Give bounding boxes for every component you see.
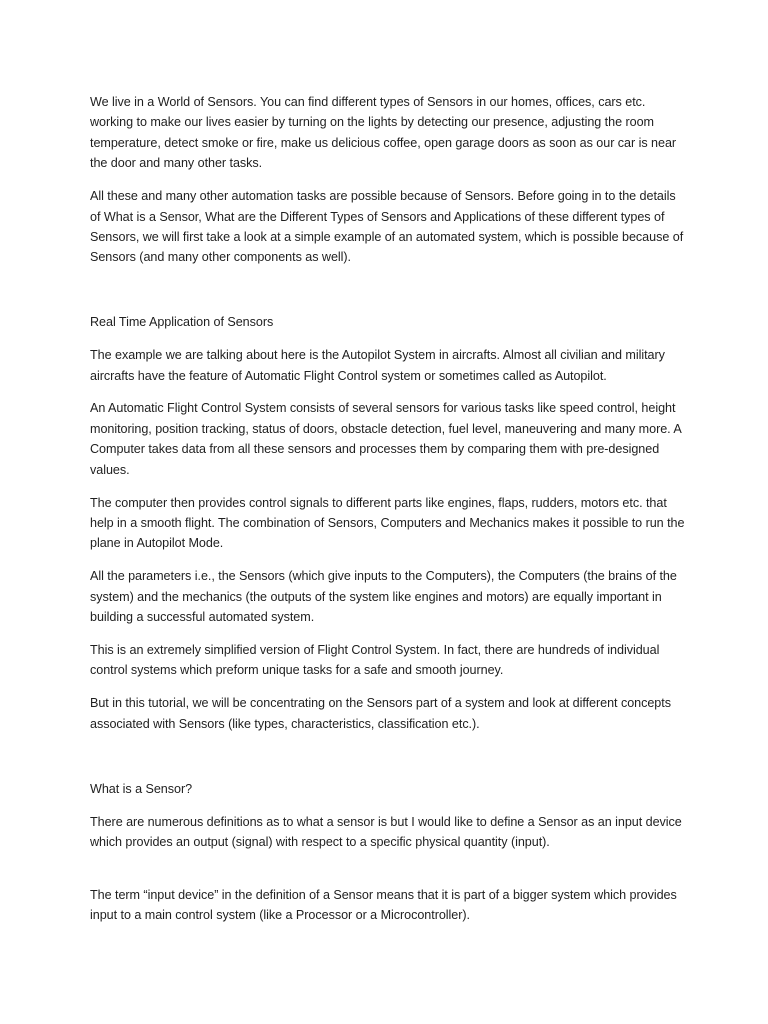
section1-paragraph-2: An Automatic Flight Control System consists of several sensors for various tasks like speed control, height monitoring, position tracking, status of doors, obstacle detection, fuel level, maneuvering and many more. A Computer takes data from all these sensors and processes them by comparing them with pre-designed values. [90,401,682,477]
section1-paragraph-6: But in this tutorial, we will be concentrating on the Sensors part of a system and look at different concepts associated with Sensors (like types, characteristics, classification etc.). [90,696,671,731]
paragraph-gap [90,865,686,885]
section-heading-real-time-application: Real Time Application of Sensors [90,315,274,330]
section2-paragraph-2: The term “input device” in the definition of a Sensor means that it is part of a bigger system which provides input to a main control system (like a Processor or a Microcontroller). [90,887,677,923]
section1-paragraph-3: The computer then provides control signals to different parts like engines, flaps, rudders, motors etc. that help in a smooth flight. The combination of Sensors, Computers and Mechanics makes it possible to run the plane in Autopilot Mode. [90,495,685,551]
section1-paragraph-5: This is an extremely simplified version of Flight Control System. In fact, there are hundreds of individual control systems which preform unique tasks for a safe and smooth journey. [90,643,660,678]
section1-paragraph-4: All the parameters i.e., the Sensors (which give inputs to the Computers), the Computers (the brains of the system) and the mechanics (the outputs of the system like engines and motors) are equally important in building a successful automated system. [90,569,677,625]
section2-paragraph-1: There are numerous definitions as to what a sensor is but I would like to define a Sensor as an input device which provides an output (signal) with respect to a specific physical quantity (input). [90,814,682,849]
document-body [90,92,686,938]
section-gap [90,747,686,779]
section-heading-what-is-a-sensor: What is a Sensor? [90,781,193,796]
section1-paragraph-1: The example we are talking about here is the Autopilot System in aircrafts. Almost all civilian and military aircrafts have the feature of Automatic Flight Control system or sometimes called as Autopilot. [90,348,665,383]
section-gap [90,280,686,312]
intro-paragraph-2: All these and many other automation tasks are possible because of Sensors. Before going in to the details of What is a Sensor, What are the Different Types of Sensors and Applications of these different types of Sensors, we will first take a look at a simple example of an automated system, which is possible because of Sensors (and many other components as well). [90,189,684,265]
intro-paragraph-1: We live in a World of Sensors. You can find different types of Sensors in our homes, offices, cars etc. working to make our lives easier by turning on the lights by detecting our presence, adjusting the room temperature, detect smoke or fire, make us delicious coffee, open garage doors as soon as our car is near the door and many other tasks. [90,95,677,171]
